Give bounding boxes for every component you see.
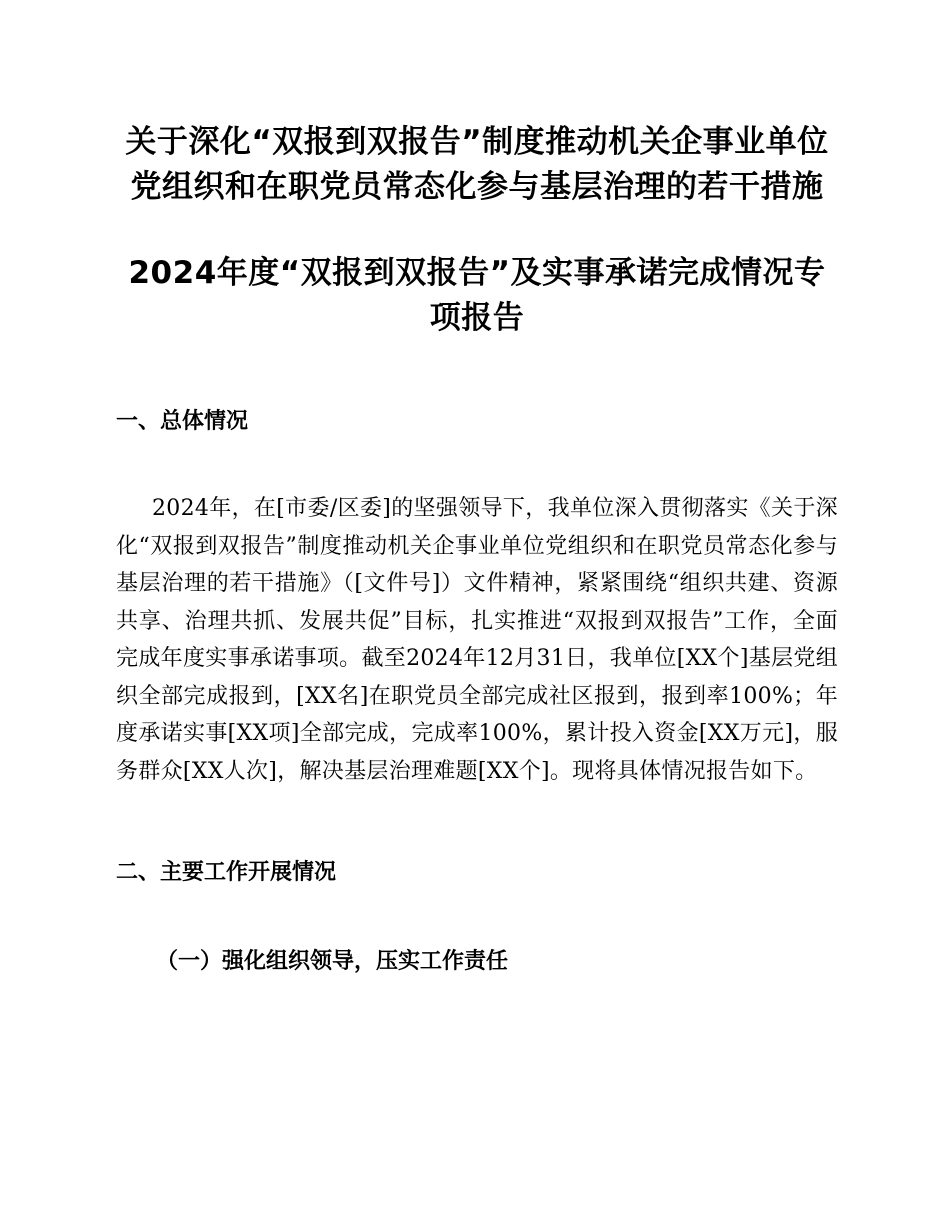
section-heading-overview: 一、总体情况: [116, 409, 249, 434]
overview-paragraph: 2024年，在[市委/区委]的坚强领导下，我单位深入贯彻落实《关于深化“双报到双报告”制度推动机关企事业单位党组织和在职党员常态化参与基层治理的若干措施》（[文件号]）文件精神，紧紧围绕“组织共建、资源共享、治理共抓、发展共促”目标，扎实推进“双报到双报告”工作，全面完成年度实事承诺事项。截至2024年12月31日，我单位[XX个]基层党组织全部完成报到，[XX名]在职党员全部完成社区报到，报到率100%；年度承诺实事[XX项]全部完成，完成率100%，累计投入资金[XX万元]，服务群众[XX人次]，解决基层治理难题[XX个]。现将具体情况报告如下。: [116, 496, 838, 784]
section-heading-main-work: 二、主要工作开展情况: [116, 860, 337, 885]
report-title: 2024年度“双报到双报告”及实事承诺完成情况专项报告: [128, 255, 826, 336]
subsection-heading: （一）强化组织领导，压实工作责任: [156, 948, 509, 974]
document-title: 关于深化“双报到双报告”制度推动机关企事业单位党组织和在职党员常态化参与基层治理的若干措施: [125, 124, 829, 205]
